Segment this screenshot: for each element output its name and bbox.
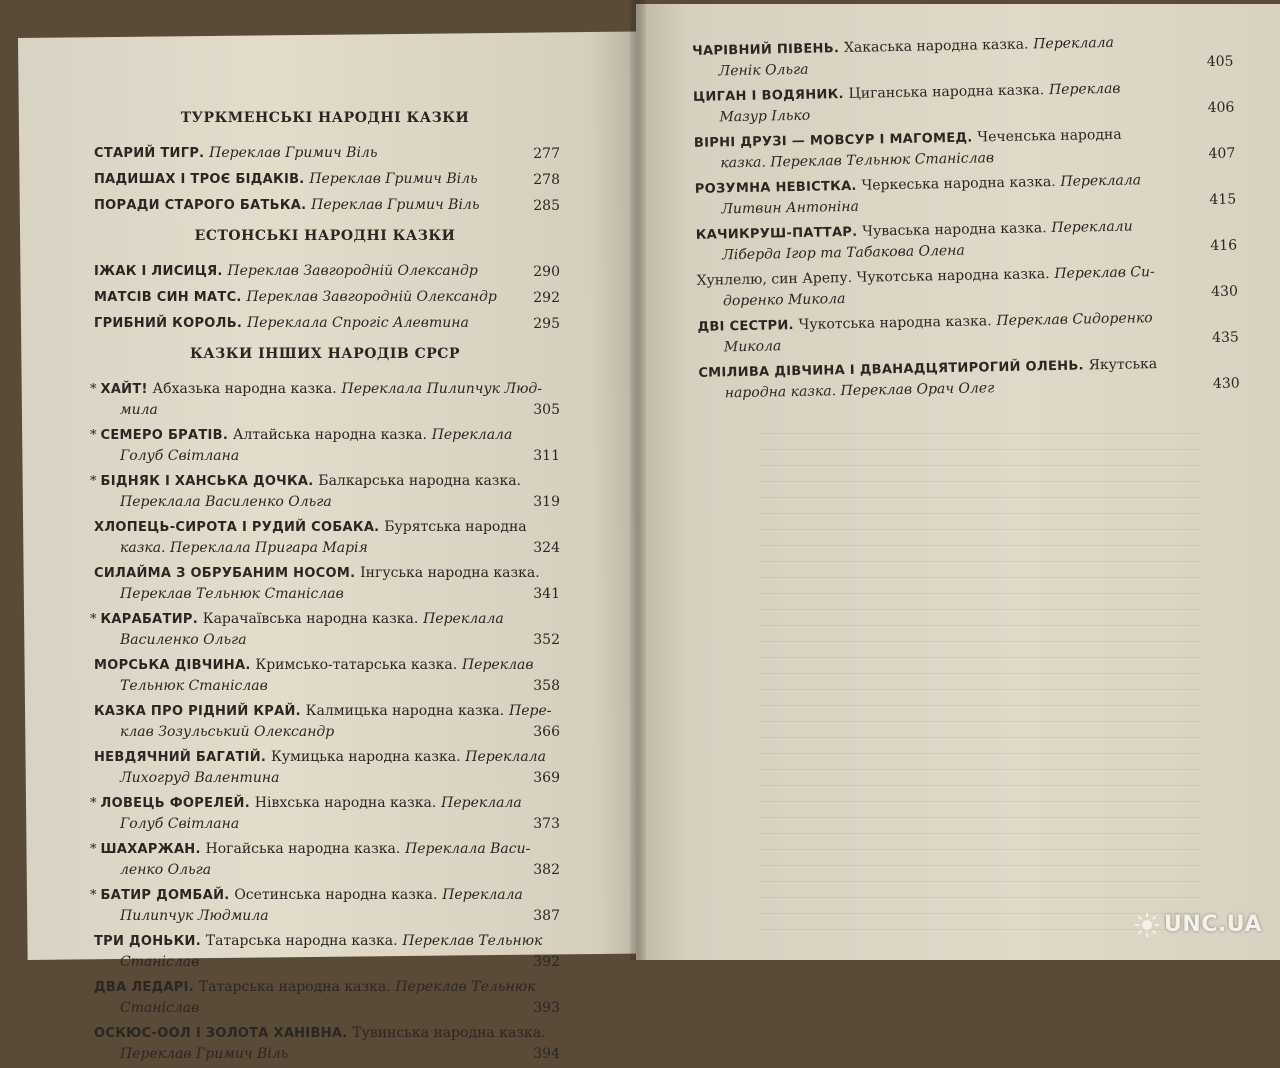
entry-continuation: мила xyxy=(90,400,500,420)
entry-continuation: Голуб Світлана xyxy=(90,446,500,466)
entry-star-marker: * xyxy=(90,428,97,443)
entry-continuation: клав Зозульський Олександр xyxy=(90,722,500,742)
entry-title: РОЗУМНА НЕВІСТКА. xyxy=(695,179,857,197)
entry-description: Ногайська народна казка. xyxy=(206,841,401,857)
entry-description: Інгуська народна казка. xyxy=(360,565,540,581)
book-gutter xyxy=(630,0,646,960)
entry-first-line xyxy=(90,700,500,722)
left-toc-column xyxy=(90,98,560,1068)
entry-first-line xyxy=(90,654,500,676)
entry-first-line xyxy=(90,562,500,584)
entry-page-number: 277 xyxy=(533,144,560,164)
toc-entry xyxy=(90,194,560,216)
entry-star-marker: * xyxy=(90,796,97,811)
entry-first-line xyxy=(90,194,500,216)
entry-page-number: 407 xyxy=(1208,144,1235,165)
entry-continuation: Переклала Василенко Ольга xyxy=(90,492,500,512)
entry-star-marker: * xyxy=(90,382,97,397)
entry-page-number: 311 xyxy=(533,446,560,466)
watermark xyxy=(1134,912,1262,938)
entry-title: ГРИБНИЙ КОРОЛЬ. xyxy=(94,316,242,331)
toc-entry xyxy=(691,168,1237,220)
entry-description: Балкарська народна казка. xyxy=(318,473,521,489)
entry-translator: Переклав Завгородній Олександр xyxy=(246,289,496,305)
entry-continuation: народна казка. Переклав Орач Олег xyxy=(695,375,1180,404)
entry-page-number: 366 xyxy=(533,722,560,742)
entry-title: ДВІ СЕСТРИ. xyxy=(697,318,794,335)
entry-title: КАЧИКРУШ-ПАТТАР. xyxy=(696,225,858,243)
entry-description: Карачаївська народна казка. xyxy=(203,611,419,627)
entry-first-line xyxy=(90,976,500,998)
entry-translator: Пере- xyxy=(509,703,551,719)
entry-translator: Переклав Си- xyxy=(1054,264,1155,282)
entry-description: Бурятська народна xyxy=(384,519,526,535)
entry-translator: Переклала xyxy=(441,795,522,811)
toc-entry xyxy=(90,654,560,696)
entry-title: ЧАРІВНИЙ ПІВЕНЬ. xyxy=(692,41,839,59)
entry-translator: Переклала xyxy=(423,611,504,627)
entry-page-number: 415 xyxy=(1209,190,1236,211)
entry-first-line xyxy=(90,142,500,164)
section-title: ТУРКМЕНСЬКІ НАРОДНІ КАЗКИ xyxy=(90,108,560,128)
entry-page-number: 369 xyxy=(533,768,560,788)
entry-translator: Переклав Гримич Віль xyxy=(309,171,477,187)
entry-title: КАРАБАТИР. xyxy=(101,612,198,627)
entry-first-line xyxy=(90,746,500,768)
entry-translator: Переклав Тельнюк xyxy=(395,979,535,995)
entry-continuation: Переклав Тельнюк Станіслав xyxy=(90,584,500,604)
toc-entry xyxy=(90,312,560,334)
toc-entry xyxy=(90,286,560,308)
right-toc-column xyxy=(688,30,1240,408)
entry-description: Циганська народна казка. xyxy=(848,82,1044,102)
entry-description: Якутська xyxy=(1088,356,1157,373)
entry-description: Хакаська народна казка. xyxy=(844,36,1029,56)
entry-title: ШАХАРЖАН. xyxy=(101,842,201,857)
entry-page-number: 324 xyxy=(533,538,560,558)
entry-description: Тувинська народна казка. xyxy=(352,1025,545,1041)
toc-entry xyxy=(692,214,1238,266)
entry-description: Черкеська народна казка. xyxy=(861,174,1055,194)
toc-entry xyxy=(90,378,560,420)
entry-first-line xyxy=(90,930,500,952)
entry-first-line xyxy=(90,260,500,282)
entry-description: Кримсько-татарська казка. xyxy=(255,657,457,673)
entry-page-number: 387 xyxy=(533,906,560,926)
entry-title: СИЛАЙМА З ОБРУБАНИМ НОСОМ. xyxy=(94,566,355,581)
entry-continuation: доренко Микола xyxy=(693,283,1178,312)
entry-continuation: Тельнюк Станіслав xyxy=(90,676,500,696)
entry-first-line xyxy=(90,286,500,308)
entry-page-number: 416 xyxy=(1210,235,1237,256)
entry-translator: Переклала Спрогіс Алевтина xyxy=(247,315,469,331)
entry-first-line xyxy=(90,378,500,400)
section-title: КАЗКИ ІНШИХ НАРОДІВ СРСР xyxy=(90,344,560,364)
entry-page-number: 292 xyxy=(533,288,560,308)
entry-continuation: Василенко Ольга xyxy=(90,630,500,650)
entry-continuation: Мазур Ілько xyxy=(689,99,1174,128)
entry-translator: Переклав Тельнюк xyxy=(402,933,542,949)
entry-translator: Переклала Васи- xyxy=(405,841,530,857)
toc-entry xyxy=(90,260,560,282)
entry-page-number: 430 xyxy=(1211,281,1238,302)
entry-translator: Переклав xyxy=(462,657,534,673)
entry-title: СЕМЕРО БРАТІВ. xyxy=(101,428,229,443)
entry-continuation: Пилипчук Людмила xyxy=(90,906,500,926)
entry-continuation: Станіслав xyxy=(90,998,500,1018)
entry-first-line xyxy=(90,312,500,334)
entry-page-number: 435 xyxy=(1212,327,1239,348)
entry-description: Татарська народна казка. xyxy=(199,979,391,995)
entry-translator: Переклала xyxy=(1033,35,1114,53)
entry-page-number: 373 xyxy=(533,814,560,834)
entry-translator: Переклала xyxy=(442,887,523,903)
entry-translator: Переклав Сидоренко xyxy=(996,310,1153,329)
entry-page-number: 394 xyxy=(533,1044,560,1064)
entry-page-number: 278 xyxy=(533,170,560,190)
entry-page-number: 319 xyxy=(533,492,560,512)
sun-logo-icon xyxy=(1134,912,1160,938)
entry-page-number: 295 xyxy=(533,314,560,334)
entry-page-number: 290 xyxy=(533,262,560,282)
toc-entry xyxy=(692,259,1238,311)
entry-description: Чукотська народна казка. xyxy=(798,313,991,333)
toc-entry xyxy=(90,884,560,926)
entry-title: ДВА ЛЕДАРІ. xyxy=(94,980,194,995)
entry-translator: Переклала xyxy=(1060,172,1141,190)
entry-translator: Переклали xyxy=(1051,218,1133,236)
entry-continuation: казка. Переклала Пригара Марія xyxy=(90,538,500,558)
entry-title: ПОРАДИ СТАРОГО БАТЬКА. xyxy=(94,198,306,213)
entry-continuation: Лихогруд Валентина xyxy=(90,768,500,788)
entry-continuation: ленко Ольга xyxy=(90,860,500,880)
entry-title: ПАДИШАХ І ТРОЄ БІДАКІВ. xyxy=(94,172,305,187)
entry-translator: Переклав xyxy=(1049,81,1121,98)
toc-entry xyxy=(90,976,560,1018)
entry-first-line xyxy=(90,884,500,906)
toc-entry xyxy=(693,305,1239,357)
entry-translator: Переклав Гримич Віль xyxy=(311,197,479,213)
toc-entry xyxy=(90,470,560,512)
entry-title: БІДНЯК І ХАНСЬКА ДОЧКА. xyxy=(101,474,314,489)
toc-entry xyxy=(90,516,560,558)
entry-page-number: 406 xyxy=(1207,98,1234,119)
entry-star-marker: * xyxy=(90,612,97,627)
toc-entry xyxy=(90,142,560,164)
toc-entry xyxy=(694,351,1240,403)
entry-title: ОСКЮС-ООЛ І ЗОЛОТА ХАНІВНА. xyxy=(94,1026,347,1041)
entry-first-line xyxy=(90,608,500,630)
entry-star-marker: * xyxy=(90,888,97,903)
entry-page-number: 393 xyxy=(533,998,560,1018)
entry-description: Хунлелю, син Арепу. Чукотська народна казка. xyxy=(696,266,1049,289)
entry-page-number: 285 xyxy=(533,196,560,216)
toc-entry xyxy=(90,608,560,650)
entry-title: ВІРНІ ДРУЗІ — МОВСУР І МАГОМЕД. xyxy=(694,131,973,151)
entry-translator: Переклав Завгородній Олександр xyxy=(227,263,477,279)
entry-translator: Переклала Пилипчук Люд- xyxy=(342,381,543,397)
toc-entry xyxy=(90,792,560,834)
entry-title: СМІЛИВА ДІВЧИНА І ДВАНАДЦЯТИРОГИЙ ОЛЕНЬ. xyxy=(698,358,1084,380)
entry-star-marker: * xyxy=(90,842,97,857)
entry-title: СТАРИЙ ТИГР. xyxy=(94,146,204,161)
entry-description: Калмицька народна казка. xyxy=(306,703,505,719)
toc-entry xyxy=(690,122,1236,174)
toc-entry xyxy=(90,746,560,788)
entry-first-line xyxy=(90,792,500,814)
entry-description: Абхазька народна казка. xyxy=(153,381,337,397)
entry-description: Осетинська народна казка. xyxy=(234,887,437,903)
entry-title: БАТИР ДОМБАЙ. xyxy=(101,888,230,903)
watermark-text: UNC.UA xyxy=(1164,912,1262,937)
toc-entry xyxy=(90,700,560,742)
entry-continuation: Микола xyxy=(694,329,1179,358)
toc-entry xyxy=(90,168,560,190)
entry-first-line xyxy=(90,1022,500,1044)
entry-first-line xyxy=(90,516,500,538)
entry-page-number: 405 xyxy=(1207,52,1234,73)
entry-title: МОРСЬКА ДІВЧИНА. xyxy=(94,658,251,673)
entry-star-marker: * xyxy=(90,474,97,489)
entry-first-line xyxy=(90,470,500,492)
entry-continuation: Литвин Антоніна xyxy=(691,191,1176,220)
entry-continuation: Голуб Світлана xyxy=(90,814,500,834)
entry-page-number: 352 xyxy=(533,630,560,650)
toc-entry xyxy=(90,424,560,466)
entry-title: ЛОВЕЦЬ ФОРЕЛЕЙ. xyxy=(101,796,250,811)
entry-continuation: Переклав Гримич Віль xyxy=(90,1044,500,1064)
entry-continuation: Станіслав xyxy=(90,952,500,972)
entry-description: Нівхська народна казка. xyxy=(255,795,437,811)
toc-entry xyxy=(90,930,560,972)
entry-first-line xyxy=(90,168,500,190)
entry-description: Татарська народна казка. xyxy=(206,933,398,949)
entry-title: ЦИГАН І ВОДЯНИК. xyxy=(693,87,844,105)
entry-title: КАЗКА ПРО РІДНИЙ КРАЙ. xyxy=(94,704,301,719)
entry-description: Чеченська народна xyxy=(977,127,1122,146)
entry-page-number: 341 xyxy=(533,584,560,604)
entry-description: Кумицька народна казка. xyxy=(271,749,461,765)
entry-continuation: казка. Переклав Тельнюк Станіслав xyxy=(690,145,1175,174)
entry-continuation: Ліберда Ігор та Табакова Олена xyxy=(692,237,1177,266)
entry-page-number: 305 xyxy=(533,400,560,420)
toc-entry xyxy=(90,838,560,880)
entry-description: Алтайська народна казка. xyxy=(233,427,427,443)
entry-description: Чуваська народна казка. xyxy=(862,220,1047,240)
entry-continuation: Ленік Ольга xyxy=(688,53,1173,82)
entry-page-number: 358 xyxy=(533,676,560,696)
section-title: ЕСТОНСЬКІ НАРОДНІ КАЗКИ xyxy=(90,226,560,246)
entry-title: ХЛОПЕЦЬ-СИРОТА І РУДИЙ СОБАКА. xyxy=(94,520,379,535)
entry-page-number: 382 xyxy=(533,860,560,880)
entry-translator: Переклала xyxy=(432,427,513,443)
toc-entry xyxy=(90,1022,560,1064)
entry-title: НЕВДЯЧНИЙ БАГАТІЙ. xyxy=(94,750,266,765)
entry-translator: Переклала xyxy=(465,749,546,765)
toc-entry xyxy=(90,562,560,604)
entry-title: ТРИ ДОНЬКИ. xyxy=(94,934,201,949)
entry-page-number: 430 xyxy=(1213,373,1240,394)
entry-page-number: 392 xyxy=(533,952,560,972)
entry-first-line xyxy=(90,424,500,446)
entry-title: ХАЙТ! xyxy=(101,382,148,397)
entry-translator: Переклав Гримич Віль xyxy=(209,145,377,161)
toc-entry xyxy=(689,76,1235,128)
show-through-text xyxy=(760,430,1200,930)
entry-first-line xyxy=(90,838,500,860)
entry-title: ІЖАК І ЛИСИЦЯ. xyxy=(94,264,223,279)
entry-title: МАТСІВ СИН МАТС. xyxy=(94,290,242,305)
